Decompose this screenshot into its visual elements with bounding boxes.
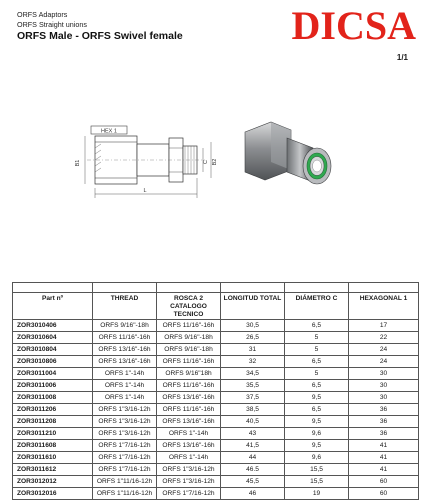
part-number-cell: ZOR3011008 (13, 392, 93, 404)
hexagonal-cell: 17 (349, 320, 419, 332)
col-header-hexagonal: HEXAGONAL 1 (349, 293, 419, 320)
table-row (13, 440, 419, 452)
thread-cell: ORFS 1"11/16-12h (93, 488, 157, 500)
part-number-cell: ZOR3011610 (13, 452, 93, 464)
rosca2-cell: ORFS 1"7/16-12h (157, 488, 221, 500)
product-image (235, 108, 345, 208)
thread-cell: ORFS 1"3/16-12h (93, 416, 157, 428)
longitud-cell: 32 (221, 356, 285, 368)
thread-cell: ORFS 9/16"-18h (93, 320, 157, 332)
hexagonal-cell: 36 (349, 428, 419, 440)
longitud-cell: 46 (221, 488, 285, 500)
longitud-cell: 31 (221, 344, 285, 356)
table-row (13, 404, 419, 416)
hexagonal-cell: 30 (349, 392, 419, 404)
diametro-cell: 5 (285, 368, 349, 380)
longitud-cell: 26,5 (221, 332, 285, 344)
diametro-cell: 9,6 (285, 452, 349, 464)
col-header-diametro: DIÁMETRO C (285, 293, 349, 320)
table-spacer-row (13, 283, 419, 293)
rosca2-cell: ORFS 11/16"-16h (157, 404, 221, 416)
table-row (13, 476, 419, 488)
longitud-cell: 40,5 (221, 416, 285, 428)
hexagonal-cell: 36 (349, 404, 419, 416)
thread-cell: ORFS 1"7/16-12h (93, 440, 157, 452)
rosca2-cell: ORFS 1"-14h (157, 452, 221, 464)
part-number-cell: ZOR3011006 (13, 380, 93, 392)
rosca2-cell: ORFS 11/16"-16h (157, 320, 221, 332)
col-header-thread: THREAD (93, 293, 157, 320)
hexagonal-cell: 36 (349, 416, 419, 428)
part-number-cell: ZOR3011004 (13, 368, 93, 380)
longitud-cell: 43 (221, 428, 285, 440)
diametro-cell: 5 (285, 344, 349, 356)
rosca2-cell: ORFS 1"-14h (157, 428, 221, 440)
table-row (13, 452, 419, 464)
hexagonal-cell: 22 (349, 332, 419, 344)
thread-cell: ORFS 1"3/16-12h (93, 404, 157, 416)
longitud-cell: 46.5 (221, 464, 285, 476)
dim-b1-label: B1 (75, 159, 81, 167)
diametro-cell: 15,5 (285, 464, 349, 476)
longitud-cell: 45,5 (221, 476, 285, 488)
rosca2-cell: ORFS 13/16"-16h (157, 440, 221, 452)
dim-l-label: L (143, 188, 147, 194)
part-number-cell: ZOR3011206 (13, 404, 93, 416)
diametro-cell: 9,5 (285, 392, 349, 404)
breadcrumb-category: ORFS Adaptors (17, 10, 68, 19)
thread-cell: ORFS 1"-14h (93, 380, 157, 392)
rosca2-cell: ORFS 1"3/16-12h (157, 476, 221, 488)
table-header-row (13, 293, 419, 320)
table-row (13, 416, 419, 428)
table-row (13, 332, 419, 344)
thread-cell: ORFS 1"7/16-12h (93, 452, 157, 464)
page-number: 1/1 (396, 53, 408, 62)
table-row (13, 392, 419, 404)
longitud-cell: 35,5 (221, 380, 285, 392)
rosca2-cell: ORFS 9/16"18h (157, 368, 221, 380)
rosca2-cell: ORFS 13/16"-16h (157, 416, 221, 428)
rosca2-cell: ORFS 11/16"-16h (157, 356, 221, 368)
hexagonal-cell: 24 (349, 344, 419, 356)
diametro-cell: 15,5 (285, 476, 349, 488)
part-number-cell: ZOR3011612 (13, 464, 93, 476)
diametro-cell: 9,6 (285, 428, 349, 440)
longitud-cell: 34,5 (221, 368, 285, 380)
thread-cell: ORFS 11/16"-16h (93, 332, 157, 344)
hexagonal-cell: 30 (349, 380, 419, 392)
longitud-cell: 30,5 (221, 320, 285, 332)
table-row (13, 344, 419, 356)
table-row (13, 380, 419, 392)
rosca2-cell: ORFS 13/16"-16h (157, 392, 221, 404)
col-header-longitud: LONGITUD TOTAL (221, 293, 285, 320)
hexagonal-cell: 30 (349, 368, 419, 380)
rosca2-cell: ORFS 9/16"-18h (157, 332, 221, 344)
table-row (13, 356, 419, 368)
longitud-cell: 41,5 (221, 440, 285, 452)
part-number-cell: ZOR3011208 (13, 416, 93, 428)
longitud-cell: 37,5 (221, 392, 285, 404)
hex-label: HEX 1 (101, 128, 117, 135)
table-row (13, 464, 419, 476)
part-number-cell: ZOR3010604 (13, 332, 93, 344)
dim-c-label: C (203, 160, 209, 164)
rosca2-cell: ORFS 11/16"-16h (157, 380, 221, 392)
part-number-cell: ZOR3011608 (13, 440, 93, 452)
longitud-cell: 38,5 (221, 404, 285, 416)
part-number-cell: ZOR3010804 (13, 344, 93, 356)
table-row (13, 320, 419, 332)
parts-table (12, 282, 418, 500)
thread-cell: ORFS 1"11/16-12h (93, 476, 157, 488)
part-number-cell: ZOR3011210 (13, 428, 93, 440)
thread-cell: ORFS 1"-14h (93, 392, 157, 404)
part-number-cell: ZOR3010406 (13, 320, 93, 332)
table-row (13, 488, 419, 500)
dim-b2-label: B2 (212, 158, 218, 166)
part-number-cell: ZOR3012012 (13, 476, 93, 488)
hexagonal-cell: 60 (349, 488, 419, 500)
col-header-part: Part nº (13, 293, 93, 320)
logo-text: DICSA (291, 3, 416, 48)
hexagonal-cell: 24 (349, 356, 419, 368)
dicsa-logo (258, 3, 418, 48)
thread-cell: ORFS 13/16"-16h (93, 356, 157, 368)
part-number-cell: ZOR3012016 (13, 488, 93, 500)
hexagonal-cell: 41 (349, 464, 419, 476)
rosca2-cell: ORFS 1"3/16-12h (157, 464, 221, 476)
rosca2-cell: ORFS 9/16"-18h (157, 344, 221, 356)
diametro-cell: 6,5 (285, 380, 349, 392)
diametro-cell: 19 (285, 488, 349, 500)
hexagonal-cell: 41 (349, 440, 419, 452)
diametro-cell: 9,5 (285, 416, 349, 428)
diametro-cell: 9,5 (285, 440, 349, 452)
hexagonal-cell: 60 (349, 476, 419, 488)
thread-cell: ORFS 1"-14h (93, 368, 157, 380)
diametro-cell: 6,5 (285, 356, 349, 368)
breadcrumb-subcategory: ORFS Straight unions (17, 20, 87, 29)
diametro-cell: 6,5 (285, 404, 349, 416)
technical-drawing (55, 108, 225, 208)
longitud-cell: 44 (221, 452, 285, 464)
thread-cell: ORFS 13/16"-16h (93, 344, 157, 356)
thread-cell: ORFS 1"7/16-12h (93, 464, 157, 476)
page-title: ORFS Male - ORFS Swivel female (17, 30, 183, 42)
thread-cell: ORFS 1"3/16-12h (93, 428, 157, 440)
hexagonal-cell: 41 (349, 452, 419, 464)
diametro-cell: 6,5 (285, 320, 349, 332)
table-row (13, 428, 419, 440)
diametro-cell: 5 (285, 332, 349, 344)
col-header-rosca2: ROSCA 2 CATALOGO TECNICO (157, 293, 221, 320)
table-row (13, 368, 419, 380)
part-number-cell: ZOR3010806 (13, 356, 93, 368)
